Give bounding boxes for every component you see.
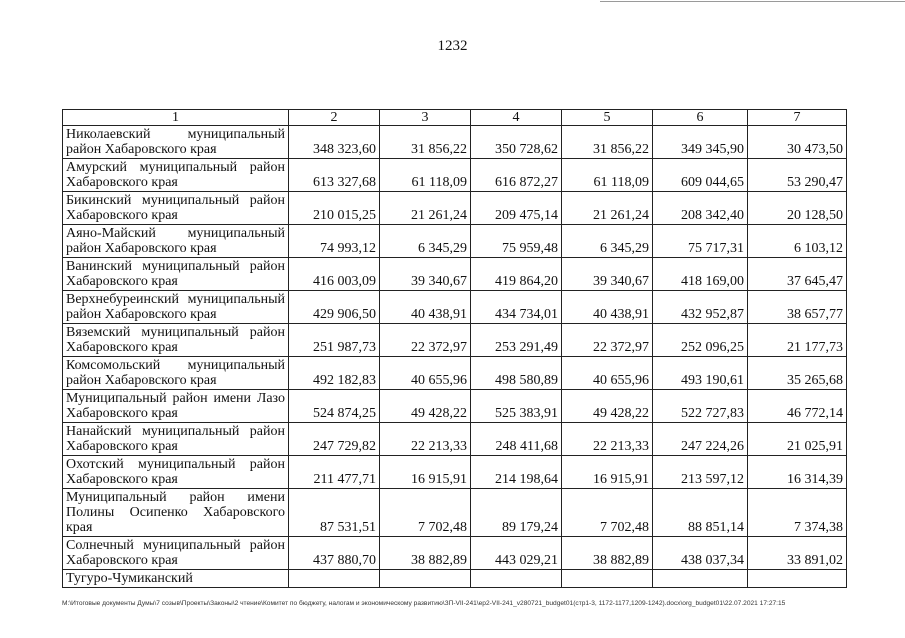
value-cell-col5: 22 213,33	[562, 423, 653, 456]
value-cell-col3: 31 856,22	[380, 126, 471, 159]
table-body	[63, 126, 847, 588]
value-cell-col4: 443 029,21	[471, 537, 562, 570]
district-name-cell: Верхнебуреинский муниципальный район Хабаровского края	[63, 291, 289, 324]
value-cell-col6: 432 952,87	[653, 291, 748, 324]
value-cell-col5: 40 655,96	[562, 357, 653, 390]
value-cell-col2: 613 327,68	[289, 159, 380, 192]
value-cell-col2: 348 323,60	[289, 126, 380, 159]
value-cell-col4: 350 728,62	[471, 126, 562, 159]
value-cell-col2: 210 015,25	[289, 192, 380, 225]
value-cell-col5: 7 702,48	[562, 489, 653, 537]
district-name-cell: Николаевский муниципальный район Хабаровского края	[63, 126, 289, 159]
value-cell-col5: 21 261,24	[562, 192, 653, 225]
value-cell-col6: 75 717,31	[653, 225, 748, 258]
value-cell-col7: 16 314,39	[748, 456, 847, 489]
value-cell-col3: 16 915,91	[380, 456, 471, 489]
table-row	[63, 423, 847, 456]
column-header: 3	[380, 110, 471, 126]
value-cell-col5: 16 915,91	[562, 456, 653, 489]
value-cell-col4: 248 411,68	[471, 423, 562, 456]
value-cell-col3: 38 882,89	[380, 537, 471, 570]
district-name-cell: Бикинский муниципальный район Хабаровского края	[63, 192, 289, 225]
value-cell-col4: 209 475,14	[471, 192, 562, 225]
page-number: 1232	[437, 38, 468, 54]
value-cell-col3: 22 372,97	[380, 324, 471, 357]
value-cell-col4: 75 959,48	[471, 225, 562, 258]
value-cell-col7: 21 177,73	[748, 324, 847, 357]
value-cell-col5: 22 372,97	[562, 324, 653, 357]
column-header: 4	[471, 110, 562, 126]
footer-file-path: M:\Итоговые документы Думы\7 созыв\Проекты\Законы\2 чтение\Комитет по бюджету, налогам и экономическому развитию\ЗП-VII-241\ер2-VII-241_v280721_budget01(стр1-3, 1172-1177,1209-1242).docx\org_budget01\22.07.2021 17:27:15	[62, 600, 786, 607]
table-row	[63, 126, 847, 159]
value-cell-col4: 214 198,64	[471, 456, 562, 489]
district-name-cell: Охотский муниципальный район Хабаровского края	[63, 456, 289, 489]
value-cell-col6: 252 096,25	[653, 324, 748, 357]
value-cell-col7: 38 657,77	[748, 291, 847, 324]
value-cell-col7: 46 772,14	[748, 390, 847, 423]
value-cell-col6: 208 342,40	[653, 192, 748, 225]
value-cell-col3: 49 428,22	[380, 390, 471, 423]
value-cell-col7: 20 128,50	[748, 192, 847, 225]
table-row	[63, 357, 847, 390]
table-row	[63, 225, 847, 258]
table-row	[63, 456, 847, 489]
district-name-cell: Тугуро-Чумиканский	[63, 570, 289, 588]
value-cell-col2: 74 993,12	[289, 225, 380, 258]
top-rule	[600, 1, 905, 2]
table-row	[63, 159, 847, 192]
value-cell-col4: 89 179,24	[471, 489, 562, 537]
table-row	[63, 192, 847, 225]
district-name-cell: Солнечный муниципальный район Хабаровского края	[63, 537, 289, 570]
district-name-cell: Муниципальный район имени Полины Осипенко Хабаровского края	[63, 489, 289, 537]
value-cell-col6: 493 190,61	[653, 357, 748, 390]
value-cell-col7	[748, 570, 847, 588]
value-cell-col6: 247 224,26	[653, 423, 748, 456]
table-row	[63, 489, 847, 537]
table-row	[63, 324, 847, 357]
value-cell-col2: 87 531,51	[289, 489, 380, 537]
district-name-cell: Вяземский муниципальный район Хабаровского края	[63, 324, 289, 357]
column-header: 7	[748, 110, 847, 126]
value-cell-col7: 6 103,12	[748, 225, 847, 258]
value-cell-col5: 61 118,09	[562, 159, 653, 192]
value-cell-col2: 492 182,83	[289, 357, 380, 390]
value-cell-col6: 349 345,90	[653, 126, 748, 159]
value-cell-col2	[289, 570, 380, 588]
value-cell-col2: 429 906,50	[289, 291, 380, 324]
budget-table	[62, 109, 847, 588]
value-cell-col4: 498 580,89	[471, 357, 562, 390]
value-cell-col7: 33 891,02	[748, 537, 847, 570]
table-row	[63, 537, 847, 570]
value-cell-col2: 416 003,09	[289, 258, 380, 291]
district-name-cell: Ванинский муниципальный район Хабаровского края	[63, 258, 289, 291]
value-cell-col3: 7 702,48	[380, 489, 471, 537]
value-cell-col4: 419 864,20	[471, 258, 562, 291]
district-name-cell: Амурский муниципальный район Хабаровского края	[63, 159, 289, 192]
value-cell-col2: 437 880,70	[289, 537, 380, 570]
district-name-cell: Аяно-Майский муниципальный район Хабаровского края	[63, 225, 289, 258]
value-cell-col5: 40 438,91	[562, 291, 653, 324]
value-cell-col4: 253 291,49	[471, 324, 562, 357]
value-cell-col2: 211 477,71	[289, 456, 380, 489]
value-cell-col3: 22 213,33	[380, 423, 471, 456]
value-cell-col3: 21 261,24	[380, 192, 471, 225]
district-name-cell: Муниципальный район имени Лазо Хабаровского края	[63, 390, 289, 423]
value-cell-col6: 418 169,00	[653, 258, 748, 291]
value-cell-col3: 40 438,91	[380, 291, 471, 324]
value-cell-col5: 31 856,22	[562, 126, 653, 159]
value-cell-col7: 30 473,50	[748, 126, 847, 159]
value-cell-col6: 522 727,83	[653, 390, 748, 423]
district-name-cell: Комсомольский муниципальный район Хабаровского края	[63, 357, 289, 390]
column-header: 5	[562, 110, 653, 126]
value-cell-col2: 251 987,73	[289, 324, 380, 357]
value-cell-col2: 524 874,25	[289, 390, 380, 423]
value-cell-col4	[471, 570, 562, 588]
table-row	[63, 291, 847, 324]
column-header: 1	[63, 110, 289, 126]
value-cell-col3: 40 655,96	[380, 357, 471, 390]
table-row	[63, 258, 847, 291]
value-cell-col7: 35 265,68	[748, 357, 847, 390]
value-cell-col7: 53 290,47	[748, 159, 847, 192]
value-cell-col6: 213 597,12	[653, 456, 748, 489]
column-header: 6	[653, 110, 748, 126]
value-cell-col4: 434 734,01	[471, 291, 562, 324]
value-cell-col6: 609 044,65	[653, 159, 748, 192]
value-cell-col5: 49 428,22	[562, 390, 653, 423]
value-cell-col7: 21 025,91	[748, 423, 847, 456]
value-cell-col5: 38 882,89	[562, 537, 653, 570]
value-cell-col3: 61 118,09	[380, 159, 471, 192]
table-row	[63, 390, 847, 423]
column-header: 2	[289, 110, 380, 126]
value-cell-col2: 247 729,82	[289, 423, 380, 456]
header-row	[63, 110, 847, 126]
table-row	[63, 570, 847, 588]
value-cell-col5: 6 345,29	[562, 225, 653, 258]
district-name-cell: Нанайский муниципальный район Хабаровского края	[63, 423, 289, 456]
value-cell-col4: 616 872,27	[471, 159, 562, 192]
value-cell-col3: 6 345,29	[380, 225, 471, 258]
value-cell-col6: 438 037,34	[653, 537, 748, 570]
value-cell-col6	[653, 570, 748, 588]
value-cell-col5	[562, 570, 653, 588]
value-cell-col5: 39 340,67	[562, 258, 653, 291]
value-cell-col3: 39 340,67	[380, 258, 471, 291]
value-cell-col6: 88 851,14	[653, 489, 748, 537]
value-cell-col3	[380, 570, 471, 588]
value-cell-col7: 7 374,38	[748, 489, 847, 537]
value-cell-col4: 525 383,91	[471, 390, 562, 423]
value-cell-col7: 37 645,47	[748, 258, 847, 291]
